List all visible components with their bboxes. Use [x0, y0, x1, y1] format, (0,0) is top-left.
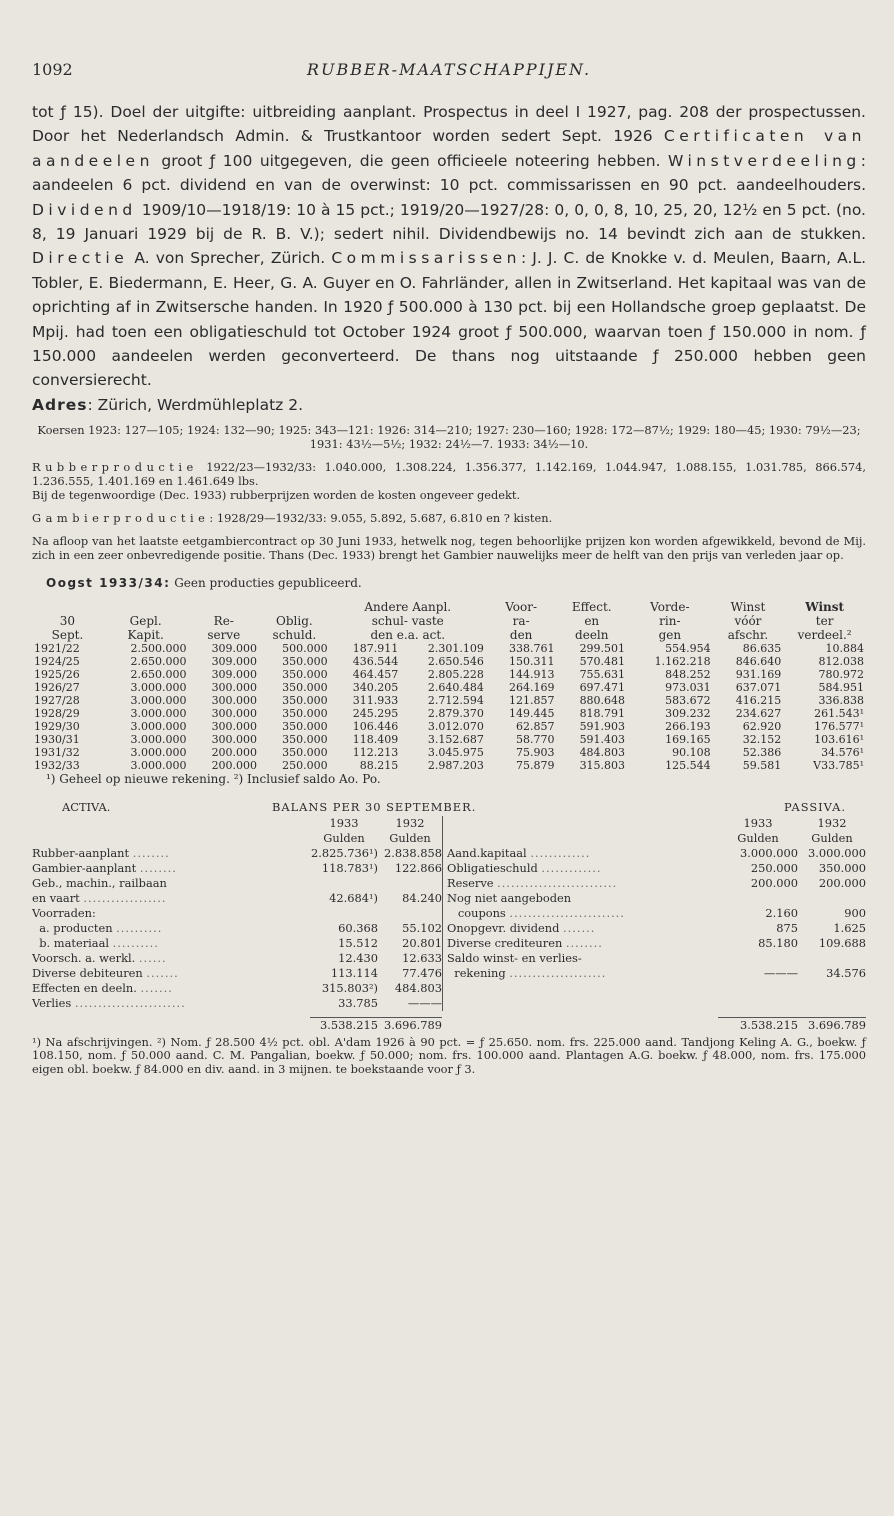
table-cell: 584.951: [818, 680, 864, 694]
activa-row: a. producten .......... 60.368 55.102: [39, 920, 442, 935]
table-cell: 3.045.975: [427, 745, 484, 759]
table-cell: 300.000: [211, 732, 258, 746]
table-cell: 3.152.687: [427, 732, 484, 746]
passiva-label: Onopgevr. dividend: [447, 920, 560, 935]
activa-1932: 77.476: [402, 965, 442, 980]
table-cell: 1921/22: [34, 641, 80, 655]
total-passiva-1933: 3.538.215: [718, 1017, 798, 1032]
table-header-cell: schul- vaste: [371, 613, 444, 628]
activa-1932: 12.633: [402, 950, 442, 965]
unit-label: Gulden: [389, 830, 431, 845]
table-body: [32, 642, 866, 772]
table-cell: 75.903: [515, 745, 555, 759]
table-cell: 3.000.000: [130, 680, 187, 694]
activa-row: b. materiaal .......... 15.512 20.801: [39, 935, 442, 950]
balance-columns: [32, 816, 866, 1011]
table-cell: 300.000: [211, 719, 258, 733]
table-cell: 2.650.000: [130, 667, 187, 681]
activa-label: Voorraden:: [32, 905, 96, 920]
address-label: Adres: [32, 395, 88, 414]
activa-1933: 2.825.736¹): [311, 845, 378, 860]
table-header-cell: deeln: [575, 627, 609, 642]
table-cell: 2.650.546: [427, 654, 484, 668]
table-row: [32, 668, 866, 681]
table-cell: 340.205: [352, 680, 399, 694]
activa-row: [32, 876, 442, 891]
table-cell: 1932/33: [34, 758, 80, 772]
activa-1933: [310, 906, 378, 921]
gambierproductie-paragraph: [32, 511, 866, 525]
table-cell: 62.857: [515, 719, 555, 733]
table-header-cell: Winst: [730, 599, 766, 614]
activa-1932: [378, 906, 442, 921]
passiva-1932: 200.000: [818, 875, 866, 890]
passiva-row: rekening ..................... ——— 34.576: [454, 965, 866, 980]
table-cell: 350.000: [282, 706, 328, 720]
activa-1933: 118.783¹): [321, 860, 378, 875]
table-cell: 2.712.594: [427, 693, 484, 707]
table-cell: 812.038: [818, 654, 864, 668]
table-cell: 250.000: [282, 758, 328, 772]
table-cell: 88.215: [359, 758, 399, 772]
table-cell: 2.500.000: [130, 641, 187, 655]
table-header-cell: verdeel.²: [797, 627, 852, 642]
unit-label: Gulden: [737, 830, 779, 845]
table-cell: 3.000.000: [130, 693, 187, 707]
passiva-1933: 200.000: [750, 875, 798, 890]
table-cell: 350.000: [282, 654, 328, 668]
running-title: RUBBER-MAATSCHAPPIJEN.: [306, 60, 592, 79]
table-cell: 2.805.228: [427, 667, 484, 681]
table-cell: 1931/32: [34, 745, 80, 759]
activa-1932: [378, 876, 442, 891]
table-cell: 234.627: [735, 706, 782, 720]
passiva-1932: 34.576: [826, 965, 866, 980]
table-cell: 880.648: [579, 693, 626, 707]
passiva-1933: [718, 891, 798, 906]
table-row: [32, 707, 866, 720]
passiva-1932: 350.000: [818, 860, 866, 875]
passiva-row: [447, 891, 866, 906]
table-header-cell: serve: [207, 627, 241, 642]
table-header-cell: Vorde-: [650, 599, 690, 614]
table-header-cell: Re-: [213, 613, 234, 628]
table-header-row: [32, 600, 866, 614]
table-header-cell: [188, 600, 259, 614]
passiva-label: Nog niet aangeboden: [447, 890, 572, 905]
term-dividend: Dividend: [32, 200, 137, 219]
table-header-cell: den: [509, 627, 533, 642]
table-cell: 90.108: [672, 745, 711, 759]
table-cell: 169.165: [665, 732, 711, 746]
table-cell: 58.770: [515, 732, 555, 746]
activa-1933: 12.430: [338, 950, 378, 965]
text-segment: : aandeelen 6 pct. dividend en van de overwinst: 10 pct. commissarissen en 90 pct. aandeelhouders.: [32, 151, 866, 195]
text-segment: 1909/10—1918/19: 10 à 15 pct.; 1919/20—1927/28: 0, 0, 0, 8, 10, 25, 20, 12½ en 5 pct. (no. 8, 19 Januari 1929 bij de R. B. V.); sedert nihil. Dividendbewijs no. 14 bevindt zich aan de stukken.: [32, 200, 866, 244]
table-row: [32, 759, 866, 772]
table-cell: 309.232: [665, 706, 711, 720]
activa-label: a. producten: [39, 920, 113, 935]
activa-label: en vaart: [32, 890, 80, 905]
table-cell: 176.577¹: [814, 719, 864, 733]
table-cell: 300.000: [211, 693, 258, 707]
table-row: [32, 642, 866, 655]
balance-header: [32, 800, 866, 816]
passiva-column: [443, 816, 866, 1011]
table-cell: 1927/28: [34, 693, 80, 707]
passiva-1932: [798, 891, 866, 906]
balance-title: BALANS PER 30 SEPTEMBER.: [272, 799, 477, 814]
activa-1932: 55.102: [402, 920, 442, 935]
table-cell: 338.761: [508, 641, 555, 655]
passiva-row: [447, 951, 866, 966]
table-cell: 52.386: [742, 745, 782, 759]
table-header-cell: afschr.: [727, 627, 769, 642]
term-rubberproductie: Rubberproductie: [32, 459, 198, 474]
prijzen-paragraph: Bij de tegenwoordige (Dec. 1933) rubberprijzen worden de kosten ongeveer gedekt.: [32, 487, 521, 502]
table-cell: 112.213: [352, 745, 399, 759]
financial-statistics-table: [32, 600, 866, 772]
table-cell: V33.785¹: [813, 758, 864, 772]
table-cell: 200.000: [211, 745, 258, 759]
passiva-label: Diverse crediteuren: [447, 935, 563, 950]
year-1933: 1933: [329, 815, 359, 830]
total-activa-1932: 3.696.789: [378, 1017, 442, 1032]
table-cell: 336.838: [818, 693, 864, 707]
activa-1933: [310, 876, 378, 891]
company-description: [32, 100, 866, 393]
activa-row: Voorsch. a. werkl. ...... 12.430 12.633: [32, 950, 442, 965]
passiva-1932: 109.688: [818, 935, 866, 950]
total-activa-1933: 3.538.215: [310, 1017, 378, 1032]
table-header-row: [32, 614, 866, 628]
table-row: [32, 681, 866, 694]
oogst-label: Oogst 1933/34:: [46, 575, 171, 590]
table-cell: 1926/27: [34, 680, 80, 694]
table-cell: 848.252: [665, 667, 711, 681]
table-cell: 554.954: [665, 641, 711, 655]
activa-row: Diverse debiteuren ....... 113.114 77.476: [32, 965, 442, 980]
passiva-row: coupons ......................... 2.160 900: [457, 905, 866, 920]
table-cell: 3.012.070: [427, 719, 484, 733]
table-header-cell: gen: [658, 627, 682, 642]
activa-column: [32, 816, 443, 1011]
passiva-label: Obligatieschuld: [447, 860, 538, 875]
table-cell: 1930/31: [34, 732, 80, 746]
table-cell: 416.215: [735, 693, 782, 707]
table-header-cell: vóór: [734, 613, 762, 628]
table-cell: 818.791: [579, 706, 626, 720]
text-segment: groot ƒ 100 uitgegeven, die geen officieele noteering hebben.: [153, 151, 668, 170]
passiva-1933: 3.000.000: [740, 845, 798, 860]
table-cell: 484.803: [579, 745, 626, 759]
table-header-cell: 30: [59, 613, 76, 628]
table-cell: 144.913: [508, 667, 555, 681]
table-cell: 300.000: [211, 706, 258, 720]
passiva-row: Aand.kapitaal ............. 3.000.000 3.000.000: [447, 845, 866, 860]
term-certificaten: Certificaten van aandeelen: [32, 127, 867, 170]
table-row: [32, 720, 866, 733]
table-cell: 2.640.484: [427, 680, 484, 694]
table-cell: 34.576¹: [821, 745, 864, 759]
table-cell: 118.409: [352, 732, 399, 746]
table-cell: 350.000: [282, 732, 328, 746]
table-cell: 1929/30: [34, 719, 80, 733]
table-cell: 3.000.000: [130, 745, 187, 759]
table-cell: 591.903: [579, 719, 626, 733]
table-cell: 3.000.000: [130, 706, 187, 720]
table-cell: 106.446: [352, 719, 399, 733]
table-header-cell: [32, 600, 103, 614]
text-segment: : J. J. C. de Knokke v. d. Meulen, Baarn, A.L. Tobler, E. Biedermann, E. Heer, G. A. Guyer en O. Fahrländer, allen in Zwitserland. Het kapitaal was van de oprichting af in Zwitsersche handen. In 1920 ƒ 500.000 à 130 pct. bij een Hollandsche groep geplaatst. De Mpij. had toen een obligatieschuld tot October 1924 groot ƒ 500.000, waarvan toen ƒ 150.000 in nom. ƒ 150.000 aandeelen werden geconverteerd. De thans nog uitstaande ƒ 250.000 hebben geen conversierecht.: [32, 249, 867, 390]
passiva-row: Obligatieschuld ............. 250.000 350.000: [447, 860, 866, 875]
table-cell: 570.481: [579, 654, 626, 668]
table-cell: 309.000: [211, 667, 258, 681]
passiva-1932: [798, 951, 866, 966]
table-cell: 1.162.218: [654, 654, 711, 668]
text-segment: A. von Sprecher, Zürich.: [128, 249, 332, 268]
address-line: [32, 393, 866, 417]
passiva-row: Onopgevr. dividend ....... 875 1.625: [447, 920, 866, 935]
table-cell: 464.457: [352, 667, 399, 681]
passiva-label: Reserve: [447, 875, 494, 890]
address-value: : Zürich, Werdmühleplatz 2.: [87, 395, 304, 414]
term-directie: Directie: [32, 249, 129, 268]
activa-unit-row: [32, 831, 442, 846]
table-cell: 62.920: [742, 719, 782, 733]
table-header-cell: schuld.: [272, 627, 317, 642]
table-cell: 350.000: [282, 680, 328, 694]
passiva-1933: 2.160: [765, 905, 798, 920]
table-cell: 266.193: [665, 719, 711, 733]
table-cell: 32.152: [742, 732, 782, 746]
passiva-1932: 900: [844, 905, 866, 920]
activa-1933: 60.368: [338, 920, 378, 935]
table-row: [32, 733, 866, 746]
table-cell: 309.000: [211, 641, 258, 655]
table-cell: 350.000: [282, 745, 328, 759]
activa-row: [32, 906, 442, 921]
year-1932: 1932: [395, 815, 425, 830]
table-header-cell: Winst: [805, 599, 845, 614]
page-number: 1092: [32, 60, 73, 79]
balance-totals: [32, 1017, 866, 1032]
oogst-line: [46, 576, 866, 590]
table-cell: 10.884: [825, 641, 864, 655]
table-cell: 846.640: [735, 654, 782, 668]
activa-1932: 20.801: [402, 935, 442, 950]
table-cell: 1924/25: [34, 654, 80, 668]
table-header-cell: Voor-: [505, 599, 538, 614]
activa-label: Effecten en deeln.: [32, 980, 137, 995]
table-cell: 697.471: [579, 680, 626, 694]
term-winstverdeeling: Winstverdeeling: [668, 151, 861, 170]
table-cell: 59.581: [742, 758, 782, 772]
table-header-cell: Sept.: [51, 627, 84, 642]
activa-row: Effecten en deeln. ....... 315.803²) 484.803: [32, 980, 442, 995]
table-cell: 1925/26: [34, 667, 80, 681]
table-header-cell: Kapit.: [127, 627, 164, 642]
rubberproductie-paragraph: [32, 460, 866, 488]
gambierproductie-text: : 1928/29—1932/33: 9.055, 5.892, 5.687, 6.810 en ? kisten.: [209, 510, 553, 525]
unit-label: Gulden: [323, 830, 365, 845]
term-gambierproductie: Gambierproductie: [32, 510, 210, 525]
activa-label: b. materiaal: [39, 935, 110, 950]
passiva-unit-row: [447, 831, 866, 846]
passiva-heading: PASSIVA.: [783, 799, 846, 814]
table-cell: 350.000: [282, 719, 328, 733]
passiva-1933: 85.180: [758, 935, 798, 950]
passiva-1933: ———: [763, 965, 798, 980]
table-header-cell: Gepl.: [129, 613, 162, 628]
table-cell: 3.000.000: [130, 719, 187, 733]
activa-1932: 484.803: [394, 980, 442, 995]
table-cell: 2.987.203: [427, 758, 484, 772]
passiva-row: Reserve .......................... 200.000 200.000: [447, 875, 866, 890]
passiva-label: coupons: [457, 905, 506, 920]
text-segment: tot ƒ 15). Doel der uitgifte: uitbreiding aanplant. Prospectus in deel I 1927, pag. 208 der prospectussen. Door het Nederlandsch Admin. & Trustkantoor worden sedert Sept. 1926: [32, 103, 866, 146]
activa-label: Voorsch. a. werkl.: [32, 950, 136, 965]
passiva-row: Diverse crediteuren ........ 85.180 109.688: [447, 935, 866, 950]
table-cell: 931.169: [735, 667, 782, 681]
table-cell: 150.311: [508, 654, 555, 668]
activa-1932: 84.240: [402, 890, 442, 905]
table-cell: 309.000: [211, 654, 258, 668]
table-cell: 264.169: [508, 680, 555, 694]
activa-1932: 122.866: [394, 860, 442, 875]
table-cell: 261.543¹: [814, 706, 864, 720]
table-header-cell: ra-: [512, 613, 530, 628]
table-row: [32, 694, 866, 707]
table-cell: 75.879: [515, 758, 555, 772]
koersen-paragraph: Koersen 1923: 127—105; 1924: 132—90; 1925: 343—121: 1926: 314—210; 1927: 230—160; 1928: 172—87½; 1929: 180—45; 1930: 79½—23; 1931: 43½—5½; 1932: 24½—7. 1933: 34½—10.: [37, 422, 861, 451]
table-cell: 591.403: [579, 732, 626, 746]
activa-1932: ———: [407, 995, 442, 1010]
passiva-label: Aand.kapitaal: [447, 845, 527, 860]
activa-row: en vaart .................. 42.684¹) 84.240: [32, 890, 442, 905]
table-cell: 299.501: [579, 641, 626, 655]
table-cell: 350.000: [282, 693, 328, 707]
table-cell: 436.544: [352, 654, 399, 668]
table-cell: 311.933: [352, 693, 399, 707]
activa-row: Gambier-aanplant ........ 118.783¹) 122.866: [32, 860, 442, 875]
table-cell: 245.295: [352, 706, 399, 720]
activa-heading: ACTIVA.: [62, 799, 111, 814]
table-cell: 500.000: [282, 641, 328, 655]
activa-1932: 2.838.858: [384, 845, 442, 860]
table-cell: 350.000: [282, 667, 328, 681]
table-cell: 187.911: [352, 641, 399, 655]
activa-label: Diverse debiteuren: [32, 965, 143, 980]
passiva-1932: 3.000.000: [808, 845, 866, 860]
table-row: [32, 746, 866, 759]
table-cell: 780.972: [818, 667, 864, 681]
page-header: [32, 60, 866, 86]
table-cell: 2.301.109: [427, 641, 484, 655]
year-1933: 1933: [743, 815, 773, 830]
table-cell: 1928/29: [34, 706, 80, 720]
oogst-text: Geen producties gepubliceerd.: [174, 575, 362, 590]
passiva-1933: 250.000: [750, 860, 798, 875]
table-header-cell: ter: [815, 613, 834, 628]
rubberproductie-text: 1922/23—1932/33: 1.040.000, 1.308.224, 1.356.377, 1.142.169, 1.044.947, 1.088.155, 1.031.785, 866.574, 1.236.555, 1.401.169 en 1.461.649 lbs.: [32, 459, 866, 488]
activa-1933: 315.803²): [321, 980, 378, 995]
table-header-cell: Andere Aanpl.: [364, 599, 452, 614]
balance-footnote: ¹) Na afschrijvingen. ²) Nom. ƒ 28.500 4½ pct. obl. A'dam 1926 à 90 pct. = ƒ 25.650. nom. frs. 225.000 aand. Tandjong Keling A. G., boekw. ƒ 108.150, nom. ƒ 50.000 aand. C. M. Pangalian, boekw. ƒ 50.000; nom. frs. 100.000 aand. Plantagen A.G. boekw. ƒ 48.000, nom. frs. 175.000 eigen obl. boekw. ƒ 84.000 en div. aand. in 3 mijnen. te boekstaande voor ƒ 3.: [32, 1034, 866, 1076]
activa-1933: 33.785: [338, 995, 378, 1010]
table-cell: 3.000.000: [130, 758, 187, 772]
table-cell: 637.071: [735, 680, 782, 694]
table-cell: 125.544: [665, 758, 711, 772]
table-cell: 315.803: [579, 758, 626, 772]
table-cell: 973.031: [665, 680, 711, 694]
passiva-1932: 1.625: [833, 920, 866, 935]
activa-label: Geb., machin., railbaan: [32, 875, 167, 890]
passiva-1933: [718, 951, 798, 966]
table-footnote: ¹) Geheel op nieuwe rekening. ²) Inclusief saldo Ao. Po.: [46, 771, 381, 786]
table-cell: 103.616¹: [814, 732, 864, 746]
passiva-label: rekening: [454, 965, 506, 980]
unit-label: Gulden: [811, 830, 853, 845]
gambier-contract-paragraph: Na afloop van het laatste eetgambiercontract op 30 Juni 1933, hetwelk nog, tegen behoorlijke prijzen kon worden afgewikkeld, bevond de Mij. zich in een zeer onbevredigende positie. Thans (Dec. 1933) brengt het Gambier nauwelijks meer de helft van den prijs van verleden jaar op.: [32, 533, 866, 562]
term-commissarissen: Commissarissen: [331, 249, 521, 268]
activa-1933: 42.684¹): [329, 890, 378, 905]
table-row: [32, 655, 866, 668]
table-header-cell: en: [584, 613, 600, 628]
activa-label: Verlies: [32, 995, 72, 1010]
table-cell: 149.445: [508, 706, 555, 720]
total-passiva-1932: 3.696.789: [798, 1017, 866, 1032]
table-header-cell: [103, 600, 189, 614]
table-cell: 200.000: [211, 758, 258, 772]
table-cell: 3.000.000: [130, 732, 187, 746]
table-cell: 86.635: [742, 641, 782, 655]
activa-row: Verlies ........................ 33.785 ———: [32, 995, 442, 1010]
activa-label: Rubber-aanplant: [32, 845, 130, 860]
activa-1933: 15.512: [338, 935, 378, 950]
table-header-cell: [259, 600, 330, 614]
table-cell: 755.631: [579, 667, 626, 681]
activa-1933: 113.114: [330, 965, 378, 980]
table-cell: 2.879.370: [427, 706, 484, 720]
balance-sheet: [32, 800, 866, 1077]
activa-row: Rubber-aanplant ........ 2.825.736¹) 2.838.858: [32, 845, 442, 860]
table-cell: 300.000: [211, 680, 258, 694]
activa-label: Gambier-aanplant: [32, 860, 137, 875]
table-cell: 583.672: [665, 693, 711, 707]
table-header-cell: Effect.: [571, 599, 612, 614]
table-header-cell: den e.a. act.: [370, 627, 446, 642]
table-header-cell: Oblig.: [276, 613, 313, 628]
table-cell: 2.650.000: [130, 654, 187, 668]
table-header-row: [32, 628, 866, 642]
passiva-label: Saldo winst- en verlies-: [447, 950, 582, 965]
year-1932: 1932: [817, 815, 847, 830]
passiva-1933: 875: [776, 920, 798, 935]
activa-years-row: [32, 816, 442, 831]
passiva-years-row: [447, 816, 866, 831]
table-header-cell: rin-: [659, 613, 681, 628]
table-cell: 121.857: [508, 693, 555, 707]
